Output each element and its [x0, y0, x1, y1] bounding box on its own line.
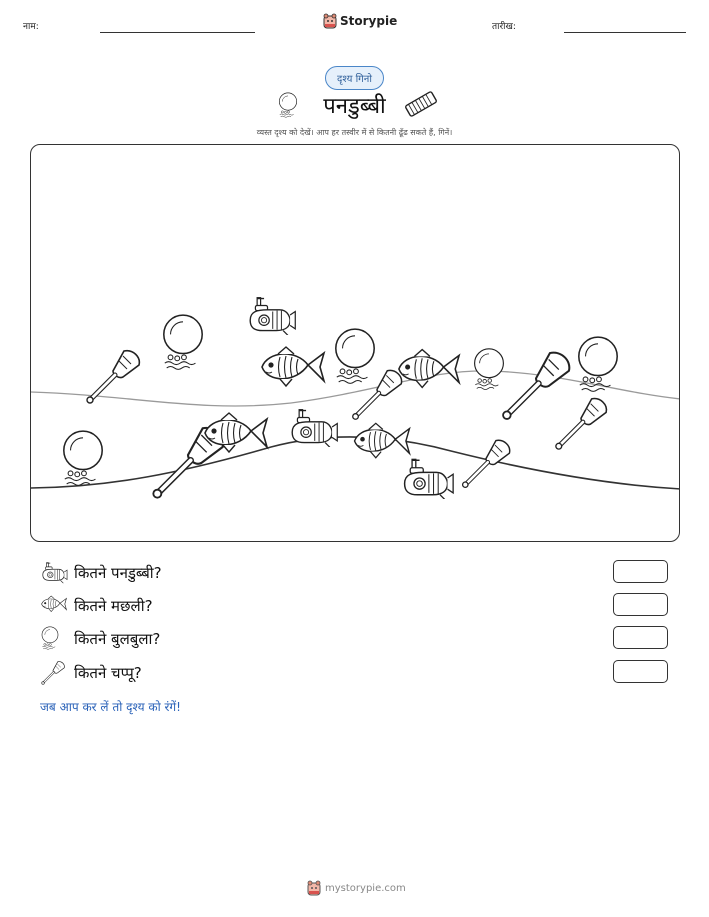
storypie-mascot-icon [307, 880, 321, 896]
submarine-icon [250, 298, 295, 336]
fish-icon [355, 423, 410, 458]
question-label: कितने चप्पू? [74, 664, 142, 682]
submarine-icon [40, 560, 68, 584]
submarine-icon [405, 459, 454, 500]
paddle-icon [87, 351, 139, 403]
question-row [40, 660, 670, 686]
page-title: पनडुब्बी [323, 94, 386, 119]
question-row [40, 593, 670, 619]
paddle-icon [503, 353, 569, 419]
question-label: कितने मछली? [74, 597, 153, 615]
storypie-mascot-icon [323, 13, 337, 29]
bubble-icon [336, 329, 374, 383]
bubble-icon [475, 349, 504, 390]
scene-illustration [31, 145, 680, 542]
answer-box-fish[interactable] [613, 593, 668, 616]
name-line[interactable] [100, 32, 255, 33]
paddle-icon [40, 660, 66, 686]
answer-box-paddle[interactable] [613, 660, 668, 683]
footer-url[interactable]: mystorypie.com [325, 882, 406, 894]
fish-icon [399, 350, 459, 388]
answer-box-submarine[interactable] [613, 560, 668, 583]
question-row [40, 626, 670, 652]
date-line[interactable] [564, 32, 686, 33]
brand-name: Storypie [340, 14, 398, 28]
scene-frame [30, 144, 680, 542]
bubble-icon [164, 315, 202, 369]
front-wave-line [31, 437, 680, 489]
fish-icon [40, 593, 68, 615]
paddle-icon [556, 399, 607, 450]
fish-icon [262, 347, 324, 386]
bubble-icon [40, 626, 60, 650]
footer [307, 880, 406, 896]
submarine-icon [292, 410, 337, 448]
name-label: नाम: [23, 22, 39, 32]
category-badge: दृश्य गिनो [325, 66, 384, 90]
date-label: तारीख: [492, 22, 516, 32]
instructions: व्यस्त दृश्य को देखें। आप हर तस्वीर में से कितनी ढूँढ सकते हैं, गिनें। [256, 128, 453, 137]
answer-box-bubble[interactable] [613, 626, 668, 649]
question-label: कितने पनडुब्बी? [74, 564, 162, 582]
question-row [40, 560, 670, 586]
color-prompt: जब आप कर लें तो दृश्य को रंगें! [40, 700, 181, 714]
brand-logo [323, 13, 397, 29]
question-label: कितने बुलबुला? [74, 630, 161, 648]
bubble-icon [579, 337, 617, 391]
bubble-icon [64, 431, 102, 485]
